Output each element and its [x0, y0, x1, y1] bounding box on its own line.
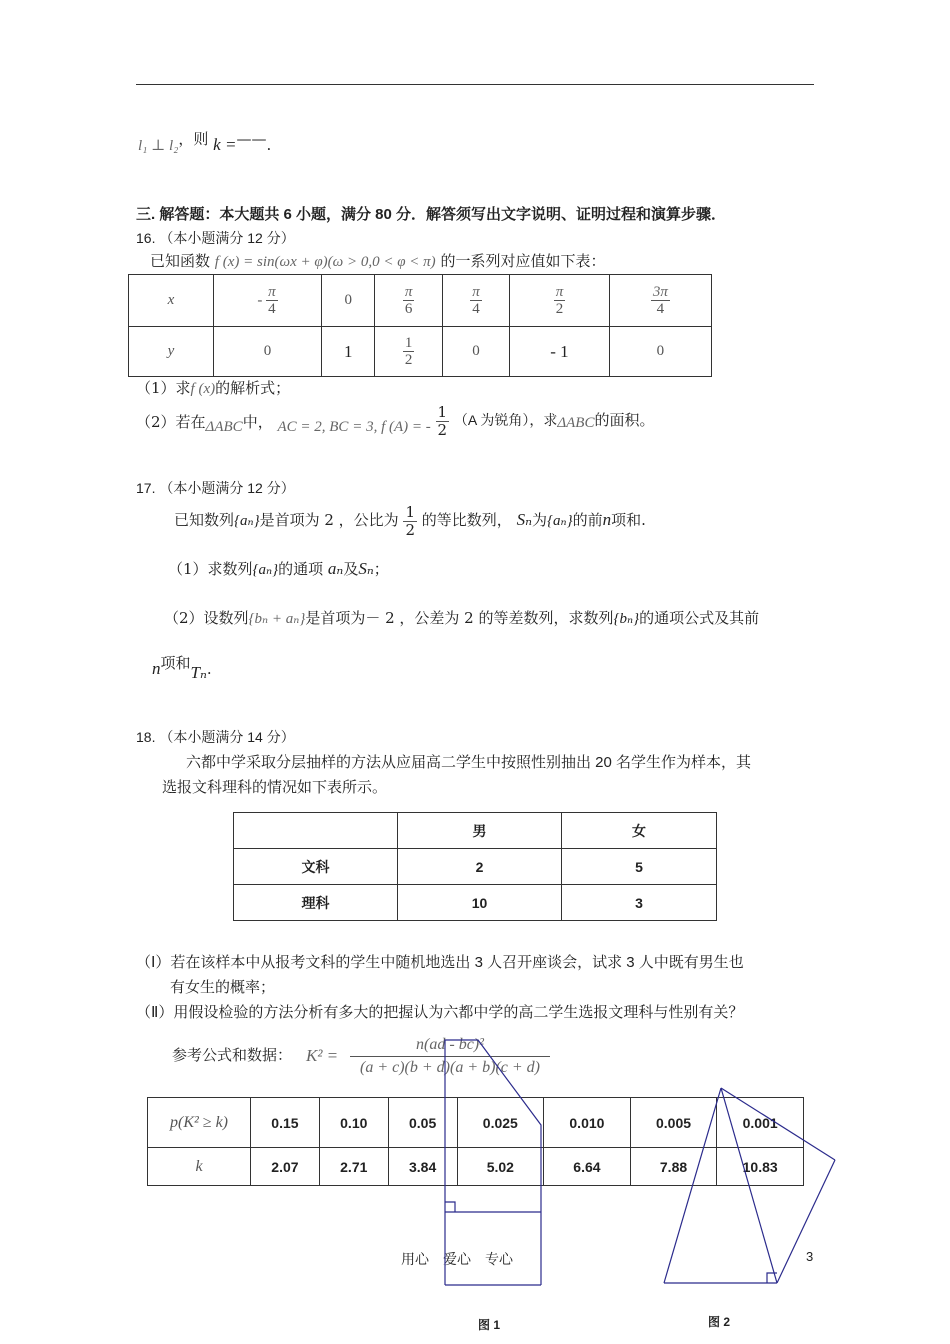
figure-1-right-angle	[445, 1202, 455, 1212]
q15-k: k =	[213, 135, 237, 154]
q16-part2-condition: AC = 2, BC = 3, f (A) = -	[277, 419, 431, 435]
q16-y-cell: - 1	[510, 327, 609, 377]
q18-k-table-cell: 0.005	[630, 1098, 717, 1148]
figure-1-outline	[445, 1040, 541, 1285]
q16-intro-a: 已知函数	[150, 252, 211, 270]
figure-2-edge	[721, 1088, 777, 1283]
q16-y-cell: 0	[442, 327, 509, 377]
q18-table-header-female: 女	[562, 813, 717, 849]
q16-y-cell: $\frac{1}{2}$	[375, 327, 442, 377]
q16-part2-d: 的面积。	[594, 411, 655, 429]
q18-k-table-cell: 5.02	[457, 1148, 544, 1186]
q16-x-cell: $\frac{3\pi}{4}$	[609, 275, 711, 327]
q16-part2-c: （A 为锐角），求	[453, 412, 558, 428]
q16-part2-tri: ΔABC	[205, 419, 243, 435]
q18-k-table-cell: 0.05	[388, 1098, 457, 1148]
q16-part1-f: f (x)	[190, 381, 216, 397]
figure-1	[445, 1040, 541, 1285]
q18-k-table-cell: 0.025	[457, 1098, 544, 1148]
q18-k-table-cell: 6.64	[544, 1148, 631, 1186]
q18-k-table-cell: 0.10	[319, 1098, 388, 1148]
q17-l1-f: 项和.	[611, 511, 646, 529]
q16-part2-a: （2）若在	[136, 413, 206, 431]
q16-x-cell: 0	[322, 275, 375, 327]
q17-header: 17. （本小题满分 12 分）	[136, 480, 295, 496]
q17-bn-an: {bₙ + aₙ}	[248, 611, 306, 627]
page-number: 3	[806, 1249, 814, 1264]
q18-intro-2: 选报文科理科的情况如下表所示。	[162, 779, 388, 796]
q18-intro-1: 六都中学采取分层抽样的方法从应届高二学生中按照性别抽出 20 名学生作为样本，其	[186, 754, 752, 771]
q18-table-cell: 3	[562, 885, 717, 921]
q16-x-label: x	[129, 275, 214, 327]
q17-n2: n	[152, 659, 161, 678]
q17-p2-e: .	[206, 660, 212, 678]
q17-n: n	[602, 510, 612, 529]
q17-p2-b: 是首项为－ 2 ，公差为 2 的等差数列，求数列	[305, 609, 614, 627]
q16-header: 16. （本小题满分 12 分）	[136, 230, 295, 246]
q18-table-row-label: 理科	[234, 885, 398, 921]
q18-part1-a: （Ⅰ）若在该样本中从报考文科的学生中随机地选出 3 人召开座谈会，试求 3 人中既有男生也	[136, 954, 744, 971]
q17-p2-a: （2）设数列	[164, 609, 249, 627]
q17-bn: {bₙ}	[613, 611, 640, 627]
q17-sn2: Sₙ	[358, 559, 374, 578]
figure-2-caption: 图 2	[708, 1315, 731, 1329]
q15-condition: l₁ ⊥ l₂	[138, 138, 179, 154]
q16-y-cell: 1	[322, 327, 375, 377]
figure-2-edge	[664, 1088, 721, 1283]
q16-x-cell: $\frac{\pi}{6}$	[375, 275, 442, 327]
q16-part2-tri2: ΔABC	[557, 415, 595, 431]
q17-sn: Sₙ	[516, 510, 532, 529]
q17-p1-a: （1）求数列	[168, 560, 253, 578]
q18-table-header-male: 男	[398, 813, 562, 849]
q16-part1-a: （1）求	[136, 379, 191, 397]
q16-part2-b: 中，	[242, 413, 273, 431]
q18-k-table-cell: 0.001	[717, 1098, 804, 1148]
q18-part2: （Ⅱ）用假设检验的方法分析有多大的把握认为六都中学的高二学生选报文理科与性别有关？	[136, 1004, 744, 1021]
q16-intro-b: 的一系列对应值如下表：	[440, 252, 606, 270]
q15-ze: ，则	[178, 130, 209, 148]
q17-p1-d: ；	[373, 560, 389, 578]
q18-header: 18. （本小题满分 14 分）	[136, 729, 295, 745]
q17-an3: {aₙ}	[252, 562, 279, 578]
q17-p2-d: 项和	[160, 654, 191, 672]
figure-2-edge	[777, 1160, 835, 1283]
q15-dot: .	[266, 136, 272, 154]
q15-blank: ——	[236, 130, 267, 148]
q18-k-table-cell: 10.83	[717, 1148, 804, 1186]
q17-an-plain: aₙ	[327, 559, 344, 578]
q17-ratio: $\frac{1}{2}$	[405, 503, 416, 539]
q16-y-cell: 0	[214, 327, 322, 377]
q17-l1-c: 的等比数列，	[421, 511, 512, 529]
q18-table-row-label: 文科	[234, 849, 398, 885]
q18-formula-num: n(ad - bc)²	[350, 1036, 550, 1057]
footer-motto: 用心 爱心 专心	[401, 1252, 513, 1268]
section3-heading: 三. 解答题：本大题共 6 小题，满分 80 分．解答须写出文字说明、证明过程和演算步骤．	[136, 206, 727, 223]
q18-part1-b: 有女生的概率；	[170, 979, 276, 996]
figure-2	[664, 1088, 835, 1283]
q18-k-table-cell: 2.71	[319, 1148, 388, 1186]
q17-p1-b: 的通项	[278, 560, 324, 578]
q17-l1-b: 是首项为 2 ，公比为	[259, 511, 399, 529]
q18-table-cell: 5	[562, 849, 717, 885]
q18-k2: K² =	[306, 1046, 339, 1065]
q16-half: $\frac{1}{2}$	[437, 403, 448, 439]
q17-tn: Tₙ	[190, 663, 207, 682]
q17-p1-c: 及	[343, 560, 359, 578]
q16-y-cell: 0	[609, 327, 711, 377]
q17-p2-c: 的通项公式及其前	[639, 609, 760, 627]
q18-k-table-k-label: k	[148, 1148, 251, 1186]
q17-l1-e: 的前	[572, 511, 603, 529]
q18-k-table-cell: 2.07	[251, 1148, 320, 1186]
q16-y-label: y	[129, 327, 214, 377]
q18-formula-den: (a + c)(b + d)(a + b)(c + d)	[359, 1059, 540, 1076]
q18-table-cell: 10	[398, 885, 562, 921]
q16-function: f (x) = sin(ωx + φ)(ω > 0,0 < φ < π)	[214, 254, 436, 270]
q18-k-table-cell: 0.15	[251, 1098, 320, 1148]
q17-l1-d: 为	[531, 511, 547, 529]
q18-k-table-cell: 0.010	[544, 1098, 631, 1148]
q18-ref-label: 参考公式和数据：	[172, 1047, 293, 1064]
q18-table-cell: 2	[398, 849, 562, 885]
figure-1-caption: 图 1	[478, 1318, 501, 1332]
q16-x-cell: $\frac{\pi}{4}$	[442, 275, 509, 327]
q16-part1-b: 的解析式；	[215, 379, 291, 397]
q17-l1-a: 已知数列	[174, 511, 235, 529]
q16-x-cell: $\frac{\pi}{2}$	[510, 275, 609, 327]
q18-k-table-cell: 7.88	[630, 1148, 717, 1186]
q16-x-cell: - $\frac{\pi}{4}$	[214, 275, 322, 327]
q17-an2: {aₙ}	[547, 513, 573, 529]
q18-k-table-p-label: p(K² ≥ k)	[148, 1098, 251, 1148]
q17-an: {aₙ}	[234, 513, 260, 529]
q18-k-table-cell: 3.84	[388, 1148, 457, 1186]
